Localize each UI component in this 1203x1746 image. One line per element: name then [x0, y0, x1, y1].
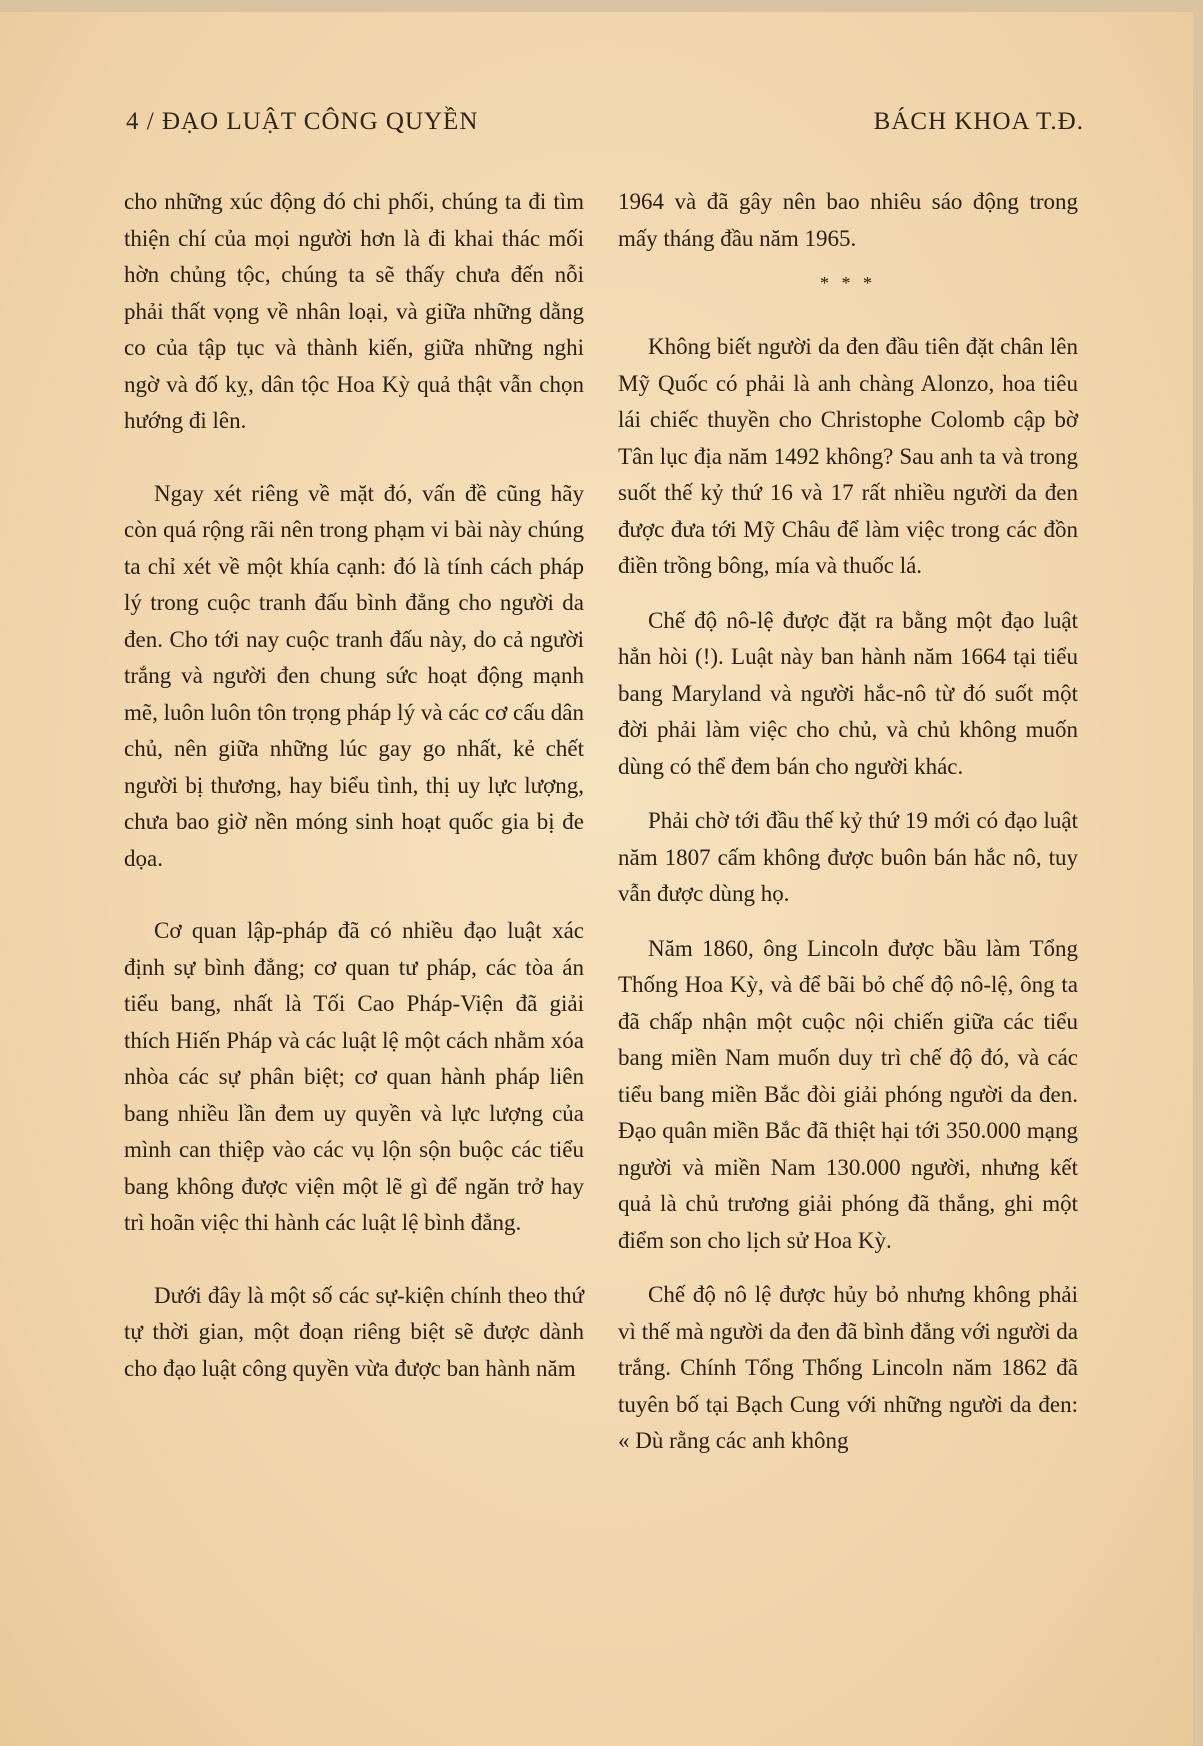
left-paragraph-3: Cơ quan lập-pháp đã có nhiều đạo luật xác định sự bình đẳng; cơ quan tư pháp, các tòa án tiểu bang, nhất là Tối Cao Pháp-Viện đã giải thích Hiến Pháp và các luật lệ một cách nhằm xóa nhòa các sự phân biệt; cơ quan hành pháp liên bang nhiều lần đem uy quyền và lực lượng của mình can thiệp vào các vụ lộn sộn buộc các tiểu bang không được viện một lẽ gì để ngăn trở hay trì hoãn việc thi hành các luật lệ bình đẳng.: [124, 918, 584, 1235]
page-edge-top: [0, 0, 1203, 12]
section-separator: * * *: [820, 273, 876, 293]
header-left: 4 / ĐẠO LUẬT CÔNG QUYỀN: [126, 108, 479, 135]
right-paragraph-6: Chế độ nô lệ được hủy bỏ nhưng không phải vì thế mà người da đen đã bình đẳng với người da trắng. Chính Tổng Thống Lincoln năm 1862 đã tuyên bố tại Bạch Cung với những người da đen: « Dù rằng các anh không: [618, 1282, 1078, 1453]
running-header: [126, 108, 1084, 148]
right-paragraph-3: Chế độ nô-lệ được đặt ra bằng một đạo luật hẳn hòi (!). Luật này ban hành năm 1664 tại tiểu bang Maryland và người hắc-nô từ đó suốt một đời phải làm việc cho chủ, và chủ không muốn dùng có thể đem bán cho người khác.: [618, 607, 1078, 779]
right-paragraph-4: Phải chờ tới đầu thế kỷ thứ 19 mới có đạo luật năm 1807 cấm không được buôn bán hắc nô, tuy vẫn được dùng họ.: [618, 808, 1078, 906]
right-paragraph-2: Không biết người da đen đầu tiên đặt chân lên Mỹ Quốc có phải là anh chàng Alonzo, hoa tiêu lái chiếc thuyền cho Christophe Colomb cập bờ Tân lục địa năm 1492 không? Sau anh ta và trong suốt thế kỷ thứ 16 và 17 rất nhiều người da đen được đưa tới Mỹ Châu để làm việc trong các đồn điền trồng bông, mía và thuốc lá.: [618, 334, 1078, 578]
left-paragraph-1: cho những xúc động đó chi phối, chúng ta đi tìm thiện chí của mọi người hơn là đi khai thác mối hờn chủng tộc, chúng ta sẽ thấy chưa đến nỗi phải thất vọng về nhân loại, và giữa những dằng co của tập tục và thành kiến, giữa những nghi ngờ và đố kỵ, dân tộc Hoa Kỳ quả thật vẫn chọn hướng đi lên.: [124, 189, 584, 433]
left-paragraph-4: Dưới đây là một số các sự-kiện chính theo thứ tự thời gian, một đoạn riêng biệt sẽ được dành cho đạo luật công quyền vừa được ban hành năm: [124, 1282, 584, 1381]
right-paragraph-5: Năm 1860, ông Lincoln được bầu làm Tổng Thống Hoa Kỳ, và để bãi bỏ chế độ nô-lệ, ông ta đã chấp nhận một cuộc nội chiến giữa các tiểu bang miền Nam muốn duy trì chế độ đó, và các tiểu bang miền Bắc đòi giải phóng người da đen. Đạo quân miền Bắc đã thiệt hại tới 350.000 mạng người và miền Nam 130.000 người, nhưng kết quả là chủ trương giải phóng đã thắng, ghi một điểm son cho lịch sử Hoa Kỳ.: [618, 935, 1078, 1253]
right-paragraph-1: 1964 và đã gây nên bao nhiêu sáo động trong mấy tháng đầu năm 1965.: [618, 189, 1078, 251]
header-right: BÁCH KHOA T.Đ.: [873, 108, 1084, 135]
page-edge-right: [1193, 0, 1203, 1746]
right-column: [618, 184, 1078, 1478]
left-paragraph-2: Ngay xét riêng về mặt đó, vấn đề cũng hãy còn quá rộng rãi nên trong phạm vi bài này chúng ta chỉ xét về một khía cạnh: đó là tính cách pháp lý trong cuộc tranh đấu bình đẳng cho người da đen. Cho tới nay cuộc tranh đấu này, do cả người trắng và người đen chung sức hoạt động mạnh mẽ, luôn luôn tôn trọng pháp lý và các cơ cấu dân chủ, nên giữa những lúc gay go nhất, kẻ chết người bị thương, hay biểu tình, thị uy lực lượng, chưa bao giờ nền móng sinh hoạt quốc gia bị đe dọa.: [124, 480, 584, 871]
left-column: [124, 184, 584, 1423]
